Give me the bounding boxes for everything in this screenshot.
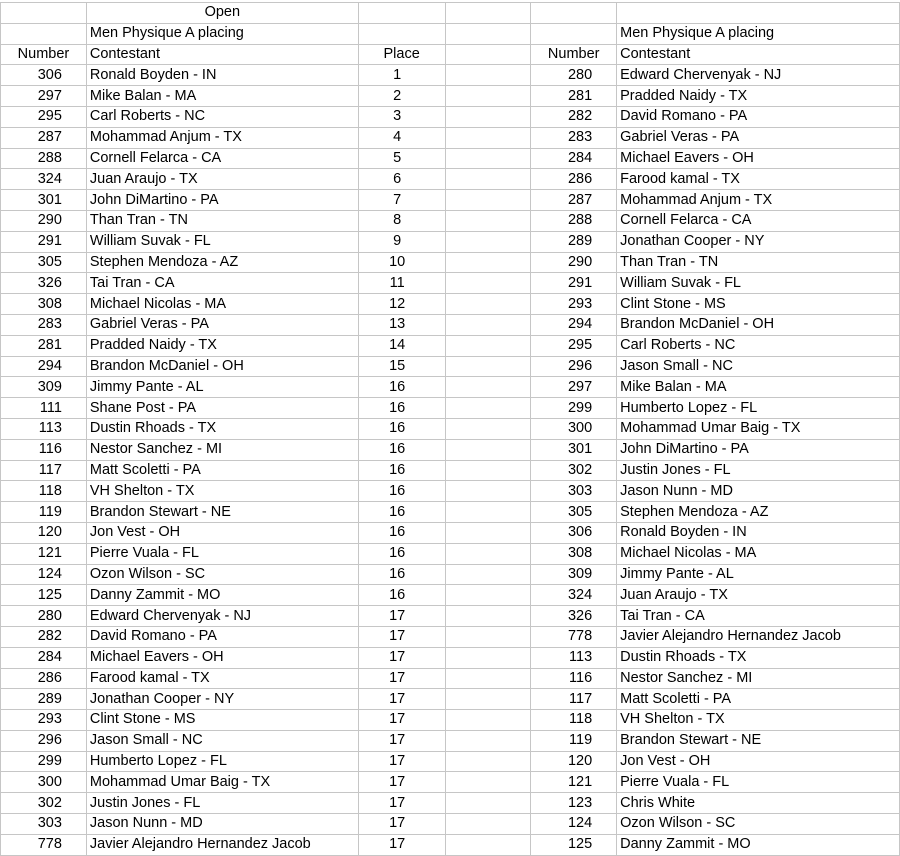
table-row	[1, 460, 900, 481]
result-number-cell[interactable]: 293	[1, 710, 87, 731]
result-place-cell[interactable]: 2	[358, 86, 445, 107]
roster-contestant-cell[interactable]: Mohammad Anjum - TX	[617, 190, 900, 211]
result-contestant-cell[interactable]: Jason Nunn - MD	[86, 814, 358, 835]
table-row	[1, 190, 900, 211]
roster-number-cell[interactable]: 299	[531, 398, 617, 419]
cell-empty[interactable]	[358, 3, 445, 24]
table-row	[1, 689, 900, 710]
result-number-cell[interactable]: 326	[1, 273, 87, 294]
cell-empty[interactable]	[445, 626, 531, 647]
roster-number-cell[interactable]: 281	[531, 86, 617, 107]
result-contestant-cell[interactable]: Nestor Sanchez - MI	[86, 439, 358, 460]
result-contestant-cell[interactable]: Matt Scoletti - PA	[86, 460, 358, 481]
cell-empty[interactable]	[445, 522, 531, 543]
cell-empty[interactable]	[445, 210, 531, 231]
result-place-cell[interactable]: 15	[358, 356, 445, 377]
table-row	[1, 169, 900, 190]
header-row-event	[1, 3, 900, 24]
result-number-cell[interactable]: 309	[1, 377, 87, 398]
cell-empty[interactable]	[445, 44, 531, 65]
result-contestant-cell[interactable]: David Romano - PA	[86, 626, 358, 647]
column-header-number[interactable]: Number	[531, 44, 617, 65]
result-place-cell[interactable]: 16	[358, 439, 445, 460]
roster-contestant-cell[interactable]: John DiMartino - PA	[617, 439, 900, 460]
spreadsheet-body	[1, 3, 900, 856]
result-number-cell[interactable]: 297	[1, 86, 87, 107]
roster-contestant-cell[interactable]: Jonathan Cooper - NY	[617, 231, 900, 252]
roster-contestant-cell[interactable]: Matt Scoletti - PA	[617, 689, 900, 710]
result-place-cell[interactable]: 14	[358, 335, 445, 356]
cell-empty[interactable]	[445, 106, 531, 127]
table-row	[1, 439, 900, 460]
cell-empty[interactable]	[445, 439, 531, 460]
roster-number-cell[interactable]: 125	[531, 834, 617, 855]
roster-contestant-cell[interactable]: Mohammad Umar Baig - TX	[617, 418, 900, 439]
result-place-cell[interactable]: 17	[358, 689, 445, 710]
roster-contestant-cell[interactable]: William Suvak - FL	[617, 273, 900, 294]
result-place-cell[interactable]: 17	[358, 710, 445, 731]
roster-contestant-cell[interactable]: Brandon Stewart - NE	[617, 730, 900, 751]
roster-number-cell[interactable]: 306	[531, 522, 617, 543]
result-number-cell[interactable]: 324	[1, 169, 87, 190]
table-row	[1, 86, 900, 107]
result-place-cell[interactable]: 9	[358, 231, 445, 252]
result-place-cell[interactable]: 16	[358, 398, 445, 419]
table-row	[1, 314, 900, 335]
table-row	[1, 710, 900, 731]
roster-contestant-cell[interactable]: Gabriel Veras - PA	[617, 127, 900, 148]
cell-empty[interactable]	[445, 793, 531, 814]
result-place-cell[interactable]: 17	[358, 751, 445, 772]
result-contestant-cell[interactable]: Stephen Mendoza - AZ	[86, 252, 358, 273]
result-contestant-cell[interactable]: John DiMartino - PA	[86, 190, 358, 211]
roster-contestant-cell[interactable]: Jason Small - NC	[617, 356, 900, 377]
result-place-cell[interactable]: 16	[358, 481, 445, 502]
roster-number-cell[interactable]: 300	[531, 418, 617, 439]
result-contestant-cell[interactable]: Michael Nicolas - MA	[86, 294, 358, 315]
roster-number-cell[interactable]: 293	[531, 294, 617, 315]
result-number-cell[interactable]: 308	[1, 294, 87, 315]
result-number-cell[interactable]: 296	[1, 730, 87, 751]
cell-empty[interactable]	[445, 502, 531, 523]
table-row	[1, 814, 900, 835]
result-number-cell[interactable]: 282	[1, 626, 87, 647]
result-contestant-cell[interactable]: Javier Alejandro Hernandez Jacob	[86, 834, 358, 855]
cell-empty[interactable]	[445, 398, 531, 419]
table-row	[1, 522, 900, 543]
table-row	[1, 751, 900, 772]
table-row	[1, 148, 900, 169]
table-row	[1, 294, 900, 315]
result-place-cell[interactable]: 12	[358, 294, 445, 315]
division-title-left[interactable]: Men Physique A placing	[86, 23, 358, 44]
roster-number-cell[interactable]: 117	[531, 689, 617, 710]
table-row	[1, 273, 900, 294]
cell-empty[interactable]	[445, 252, 531, 273]
result-contestant-cell[interactable]: Michael Eavers - OH	[86, 647, 358, 668]
cell-empty[interactable]	[617, 3, 900, 24]
result-contestant-cell[interactable]: Pierre Vuala - FL	[86, 543, 358, 564]
roster-number-cell[interactable]: 303	[531, 481, 617, 502]
cell-empty[interactable]	[1, 3, 87, 24]
cell-empty[interactable]	[445, 647, 531, 668]
result-contestant-cell[interactable]: Shane Post - PA	[86, 398, 358, 419]
result-place-cell[interactable]: 8	[358, 210, 445, 231]
cell-empty[interactable]	[445, 335, 531, 356]
roster-contestant-cell[interactable]: Javier Alejandro Hernandez Jacob	[617, 626, 900, 647]
cell-empty[interactable]	[531, 23, 617, 44]
roster-number-cell[interactable]: 289	[531, 231, 617, 252]
cell-empty[interactable]	[445, 418, 531, 439]
result-number-cell[interactable]: 288	[1, 148, 87, 169]
roster-number-cell[interactable]: 124	[531, 814, 617, 835]
roster-number-cell[interactable]: 284	[531, 148, 617, 169]
result-contestant-cell[interactable]: Jonathan Cooper - NY	[86, 689, 358, 710]
roster-contestant-cell[interactable]: Cornell Felarca - CA	[617, 210, 900, 231]
roster-contestant-cell[interactable]: Dustin Rhoads - TX	[617, 647, 900, 668]
roster-contestant-cell[interactable]: Carl Roberts - NC	[617, 335, 900, 356]
division-title-right[interactable]: Men Physique A placing	[617, 23, 900, 44]
roster-number-cell[interactable]: 282	[531, 106, 617, 127]
spreadsheet-grid	[0, 2, 900, 856]
result-place-cell[interactable]: 17	[358, 647, 445, 668]
result-place-cell[interactable]: 17	[358, 606, 445, 627]
roster-number-cell[interactable]: 290	[531, 252, 617, 273]
table-row	[1, 106, 900, 127]
roster-number-cell[interactable]: 287	[531, 190, 617, 211]
result-number-cell[interactable]: 301	[1, 190, 87, 211]
result-contestant-cell[interactable]: Justin Jones - FL	[86, 793, 358, 814]
result-place-cell[interactable]: 10	[358, 252, 445, 273]
roster-contestant-cell[interactable]: Tai Tran - CA	[617, 606, 900, 627]
result-contestant-cell[interactable]: Gabriel Veras - PA	[86, 314, 358, 335]
cell-empty[interactable]	[445, 86, 531, 107]
roster-number-cell[interactable]: 296	[531, 356, 617, 377]
cell-empty[interactable]	[445, 668, 531, 689]
cell-empty[interactable]	[445, 460, 531, 481]
result-number-cell[interactable]: 286	[1, 668, 87, 689]
roster-number-cell[interactable]: 283	[531, 127, 617, 148]
roster-contestant-cell[interactable]: Chris White	[617, 793, 900, 814]
roster-contestant-cell[interactable]: VH Shelton - TX	[617, 710, 900, 731]
result-number-cell[interactable]: 117	[1, 460, 87, 481]
result-number-cell[interactable]: 300	[1, 772, 87, 793]
result-number-cell[interactable]: 119	[1, 502, 87, 523]
result-contestant-cell[interactable]: Jimmy Pante - AL	[86, 377, 358, 398]
table-row	[1, 585, 900, 606]
cell-empty[interactable]	[531, 3, 617, 24]
result-number-cell[interactable]: 302	[1, 793, 87, 814]
column-header-number[interactable]: Number	[1, 44, 87, 65]
roster-number-cell[interactable]: 778	[531, 626, 617, 647]
cell-empty[interactable]	[445, 273, 531, 294]
cell-empty[interactable]	[445, 730, 531, 751]
result-place-cell[interactable]: 6	[358, 169, 445, 190]
result-number-cell[interactable]: 295	[1, 106, 87, 127]
result-number-cell[interactable]: 291	[1, 231, 87, 252]
roster-number-cell[interactable]: 301	[531, 439, 617, 460]
cell-empty[interactable]	[445, 127, 531, 148]
result-number-cell[interactable]: 294	[1, 356, 87, 377]
result-place-cell[interactable]: 16	[358, 585, 445, 606]
result-place-cell[interactable]: 16	[358, 502, 445, 523]
result-contestant-cell[interactable]: Danny Zammit - MO	[86, 585, 358, 606]
result-number-cell[interactable]: 120	[1, 522, 87, 543]
table-row	[1, 356, 900, 377]
result-number-cell[interactable]: 118	[1, 481, 87, 502]
result-contestant-cell[interactable]: Carl Roberts - NC	[86, 106, 358, 127]
roster-number-cell[interactable]: 120	[531, 751, 617, 772]
result-number-cell[interactable]: 306	[1, 65, 87, 86]
result-place-cell[interactable]: 17	[358, 730, 445, 751]
result-place-cell[interactable]: 16	[358, 543, 445, 564]
table-row	[1, 730, 900, 751]
header-row-columns	[1, 44, 900, 65]
cell-empty[interactable]	[445, 148, 531, 169]
table-row	[1, 564, 900, 585]
table-row	[1, 626, 900, 647]
roster-number-cell[interactable]: 286	[531, 169, 617, 190]
result-contestant-cell[interactable]: Brandon Stewart - NE	[86, 502, 358, 523]
result-contestant-cell[interactable]: Pradded Naidy - TX	[86, 335, 358, 356]
column-header-contestant[interactable]: Contestant	[617, 44, 900, 65]
roster-contestant-cell[interactable]: Brandon McDaniel - OH	[617, 314, 900, 335]
cell-empty[interactable]	[445, 606, 531, 627]
result-contestant-cell[interactable]: Than Tran - TN	[86, 210, 358, 231]
table-row	[1, 793, 900, 814]
result-number-cell[interactable]: 281	[1, 335, 87, 356]
result-number-cell[interactable]: 284	[1, 647, 87, 668]
table-row	[1, 231, 900, 252]
roster-number-cell[interactable]: 326	[531, 606, 617, 627]
result-contestant-cell[interactable]: Brandon McDaniel - OH	[86, 356, 358, 377]
roster-number-cell[interactable]: 324	[531, 585, 617, 606]
result-number-cell[interactable]: 113	[1, 418, 87, 439]
table-row	[1, 418, 900, 439]
cell-empty[interactable]	[445, 710, 531, 731]
result-place-cell[interactable]: 16	[358, 564, 445, 585]
column-header-contestant[interactable]: Contestant	[86, 44, 358, 65]
event-title[interactable]: Open	[86, 3, 358, 24]
result-contestant-cell[interactable]: Cornell Felarca - CA	[86, 148, 358, 169]
roster-contestant-cell[interactable]: Jon Vest - OH	[617, 751, 900, 772]
roster-contestant-cell[interactable]: Clint Stone - MS	[617, 294, 900, 315]
cell-empty[interactable]	[445, 23, 531, 44]
cell-empty[interactable]	[445, 814, 531, 835]
result-place-cell[interactable]: 17	[358, 772, 445, 793]
roster-number-cell[interactable]: 309	[531, 564, 617, 585]
table-row	[1, 606, 900, 627]
roster-contestant-cell[interactable]: Pierre Vuala - FL	[617, 772, 900, 793]
result-number-cell[interactable]: 305	[1, 252, 87, 273]
table-row	[1, 335, 900, 356]
result-place-cell[interactable]: 16	[358, 377, 445, 398]
roster-number-cell[interactable]: 116	[531, 668, 617, 689]
result-place-cell[interactable]: 13	[358, 314, 445, 335]
table-row	[1, 127, 900, 148]
table-row	[1, 543, 900, 564]
result-number-cell[interactable]: 111	[1, 398, 87, 419]
table-row	[1, 398, 900, 419]
cell-empty[interactable]	[445, 314, 531, 335]
result-contestant-cell[interactable]: VH Shelton - TX	[86, 481, 358, 502]
roster-contestant-cell[interactable]: Ronald Boyden - IN	[617, 522, 900, 543]
cell-empty[interactable]	[445, 377, 531, 398]
result-contestant-cell[interactable]: Edward Chervenyak - NJ	[86, 606, 358, 627]
roster-number-cell[interactable]: 288	[531, 210, 617, 231]
roster-number-cell[interactable]: 297	[531, 377, 617, 398]
roster-contestant-cell[interactable]: Danny Zammit - MO	[617, 834, 900, 855]
result-place-cell[interactable]: 17	[358, 668, 445, 689]
table-row	[1, 502, 900, 523]
roster-number-cell[interactable]: 121	[531, 772, 617, 793]
cell-empty[interactable]	[445, 751, 531, 772]
result-place-cell[interactable]: 4	[358, 127, 445, 148]
roster-contestant-cell[interactable]: Jimmy Pante - AL	[617, 564, 900, 585]
cell-empty[interactable]	[445, 356, 531, 377]
column-header-place[interactable]: Place	[358, 44, 445, 65]
result-place-cell[interactable]: 17	[358, 793, 445, 814]
result-contestant-cell[interactable]: Juan Araujo - TX	[86, 169, 358, 190]
roster-contestant-cell[interactable]: Juan Araujo - TX	[617, 585, 900, 606]
result-contestant-cell[interactable]: Clint Stone - MS	[86, 710, 358, 731]
roster-number-cell[interactable]: 295	[531, 335, 617, 356]
result-contestant-cell[interactable]: Mohammad Anjum - TX	[86, 127, 358, 148]
roster-number-cell[interactable]: 119	[531, 730, 617, 751]
table-row	[1, 210, 900, 231]
result-number-cell[interactable]: 124	[1, 564, 87, 585]
table-row	[1, 377, 900, 398]
result-number-cell[interactable]: 125	[1, 585, 87, 606]
roster-number-cell[interactable]: 291	[531, 273, 617, 294]
roster-contestant-cell[interactable]: Than Tran - TN	[617, 252, 900, 273]
result-place-cell[interactable]: 3	[358, 106, 445, 127]
result-number-cell[interactable]: 299	[1, 751, 87, 772]
result-place-cell[interactable]: 16	[358, 522, 445, 543]
result-place-cell[interactable]: 16	[358, 418, 445, 439]
cell-empty[interactable]	[445, 190, 531, 211]
result-number-cell[interactable]: 121	[1, 543, 87, 564]
roster-contestant-cell[interactable]: Farood kamal - TX	[617, 169, 900, 190]
result-contestant-cell[interactable]: Tai Tran - CA	[86, 273, 358, 294]
result-number-cell[interactable]: 283	[1, 314, 87, 335]
roster-number-cell[interactable]: 294	[531, 314, 617, 335]
result-contestant-cell[interactable]: Jason Small - NC	[86, 730, 358, 751]
result-number-cell[interactable]: 303	[1, 814, 87, 835]
result-place-cell[interactable]: 5	[358, 148, 445, 169]
table-row	[1, 772, 900, 793]
result-contestant-cell[interactable]: Humberto Lopez - FL	[86, 751, 358, 772]
result-contestant-cell[interactable]: William Suvak - FL	[86, 231, 358, 252]
roster-number-cell[interactable]: 305	[531, 502, 617, 523]
roster-number-cell[interactable]: 113	[531, 647, 617, 668]
result-number-cell[interactable]: 116	[1, 439, 87, 460]
roster-contestant-cell[interactable]: Edward Chervenyak - NJ	[617, 65, 900, 86]
table-row	[1, 668, 900, 689]
result-contestant-cell[interactable]: Mike Balan - MA	[86, 86, 358, 107]
cell-empty[interactable]	[445, 3, 531, 24]
roster-contestant-cell[interactable]: Michael Nicolas - MA	[617, 543, 900, 564]
cell-empty[interactable]	[445, 834, 531, 855]
cell-empty[interactable]	[445, 543, 531, 564]
result-place-cell[interactable]: 17	[358, 626, 445, 647]
roster-number-cell[interactable]: 280	[531, 65, 617, 86]
cell-empty[interactable]	[1, 23, 87, 44]
cell-empty[interactable]	[445, 585, 531, 606]
roster-number-cell[interactable]: 123	[531, 793, 617, 814]
table-row	[1, 252, 900, 273]
roster-contestant-cell[interactable]: Mike Balan - MA	[617, 377, 900, 398]
roster-contestant-cell[interactable]: Stephen Mendoza - AZ	[617, 502, 900, 523]
roster-number-cell[interactable]: 118	[531, 710, 617, 731]
result-contestant-cell[interactable]: Jon Vest - OH	[86, 522, 358, 543]
cell-empty[interactable]	[445, 772, 531, 793]
roster-contestant-cell[interactable]: Nestor Sanchez - MI	[617, 668, 900, 689]
roster-contestant-cell[interactable]: Jason Nunn - MD	[617, 481, 900, 502]
table-row	[1, 647, 900, 668]
cell-empty[interactable]	[445, 294, 531, 315]
result-number-cell[interactable]: 287	[1, 127, 87, 148]
roster-contestant-cell[interactable]: Pradded Naidy - TX	[617, 86, 900, 107]
result-place-cell[interactable]: 7	[358, 190, 445, 211]
table-row	[1, 65, 900, 86]
roster-contestant-cell[interactable]: Humberto Lopez - FL	[617, 398, 900, 419]
result-contestant-cell[interactable]: Dustin Rhoads - TX	[86, 418, 358, 439]
cell-empty[interactable]	[445, 689, 531, 710]
table-row	[1, 481, 900, 502]
cell-empty[interactable]	[445, 481, 531, 502]
roster-contestant-cell[interactable]: David Romano - PA	[617, 106, 900, 127]
roster-contestant-cell[interactable]: Michael Eavers - OH	[617, 148, 900, 169]
cell-empty[interactable]	[445, 169, 531, 190]
result-contestant-cell[interactable]: Farood kamal - TX	[86, 668, 358, 689]
result-number-cell[interactable]: 778	[1, 834, 87, 855]
roster-contestant-cell[interactable]: Justin Jones - FL	[617, 460, 900, 481]
result-place-cell[interactable]: 16	[358, 460, 445, 481]
cell-empty[interactable]	[445, 65, 531, 86]
result-number-cell[interactable]: 289	[1, 689, 87, 710]
result-contestant-cell[interactable]: Ozon Wilson - SC	[86, 564, 358, 585]
result-place-cell[interactable]: 17	[358, 834, 445, 855]
cell-empty[interactable]	[358, 23, 445, 44]
table-row	[1, 834, 900, 855]
cell-empty[interactable]	[445, 231, 531, 252]
result-number-cell[interactable]: 290	[1, 210, 87, 231]
roster-number-cell[interactable]: 308	[531, 543, 617, 564]
result-place-cell[interactable]: 11	[358, 273, 445, 294]
header-row-division	[1, 23, 900, 44]
roster-contestant-cell[interactable]: Ozon Wilson - SC	[617, 814, 900, 835]
roster-number-cell[interactable]: 302	[531, 460, 617, 481]
result-contestant-cell[interactable]: Mohammad Umar Baig - TX	[86, 772, 358, 793]
result-place-cell[interactable]: 1	[358, 65, 445, 86]
result-place-cell[interactable]: 17	[358, 814, 445, 835]
cell-empty[interactable]	[445, 564, 531, 585]
result-contestant-cell[interactable]: Ronald Boyden - IN	[86, 65, 358, 86]
result-number-cell[interactable]: 280	[1, 606, 87, 627]
